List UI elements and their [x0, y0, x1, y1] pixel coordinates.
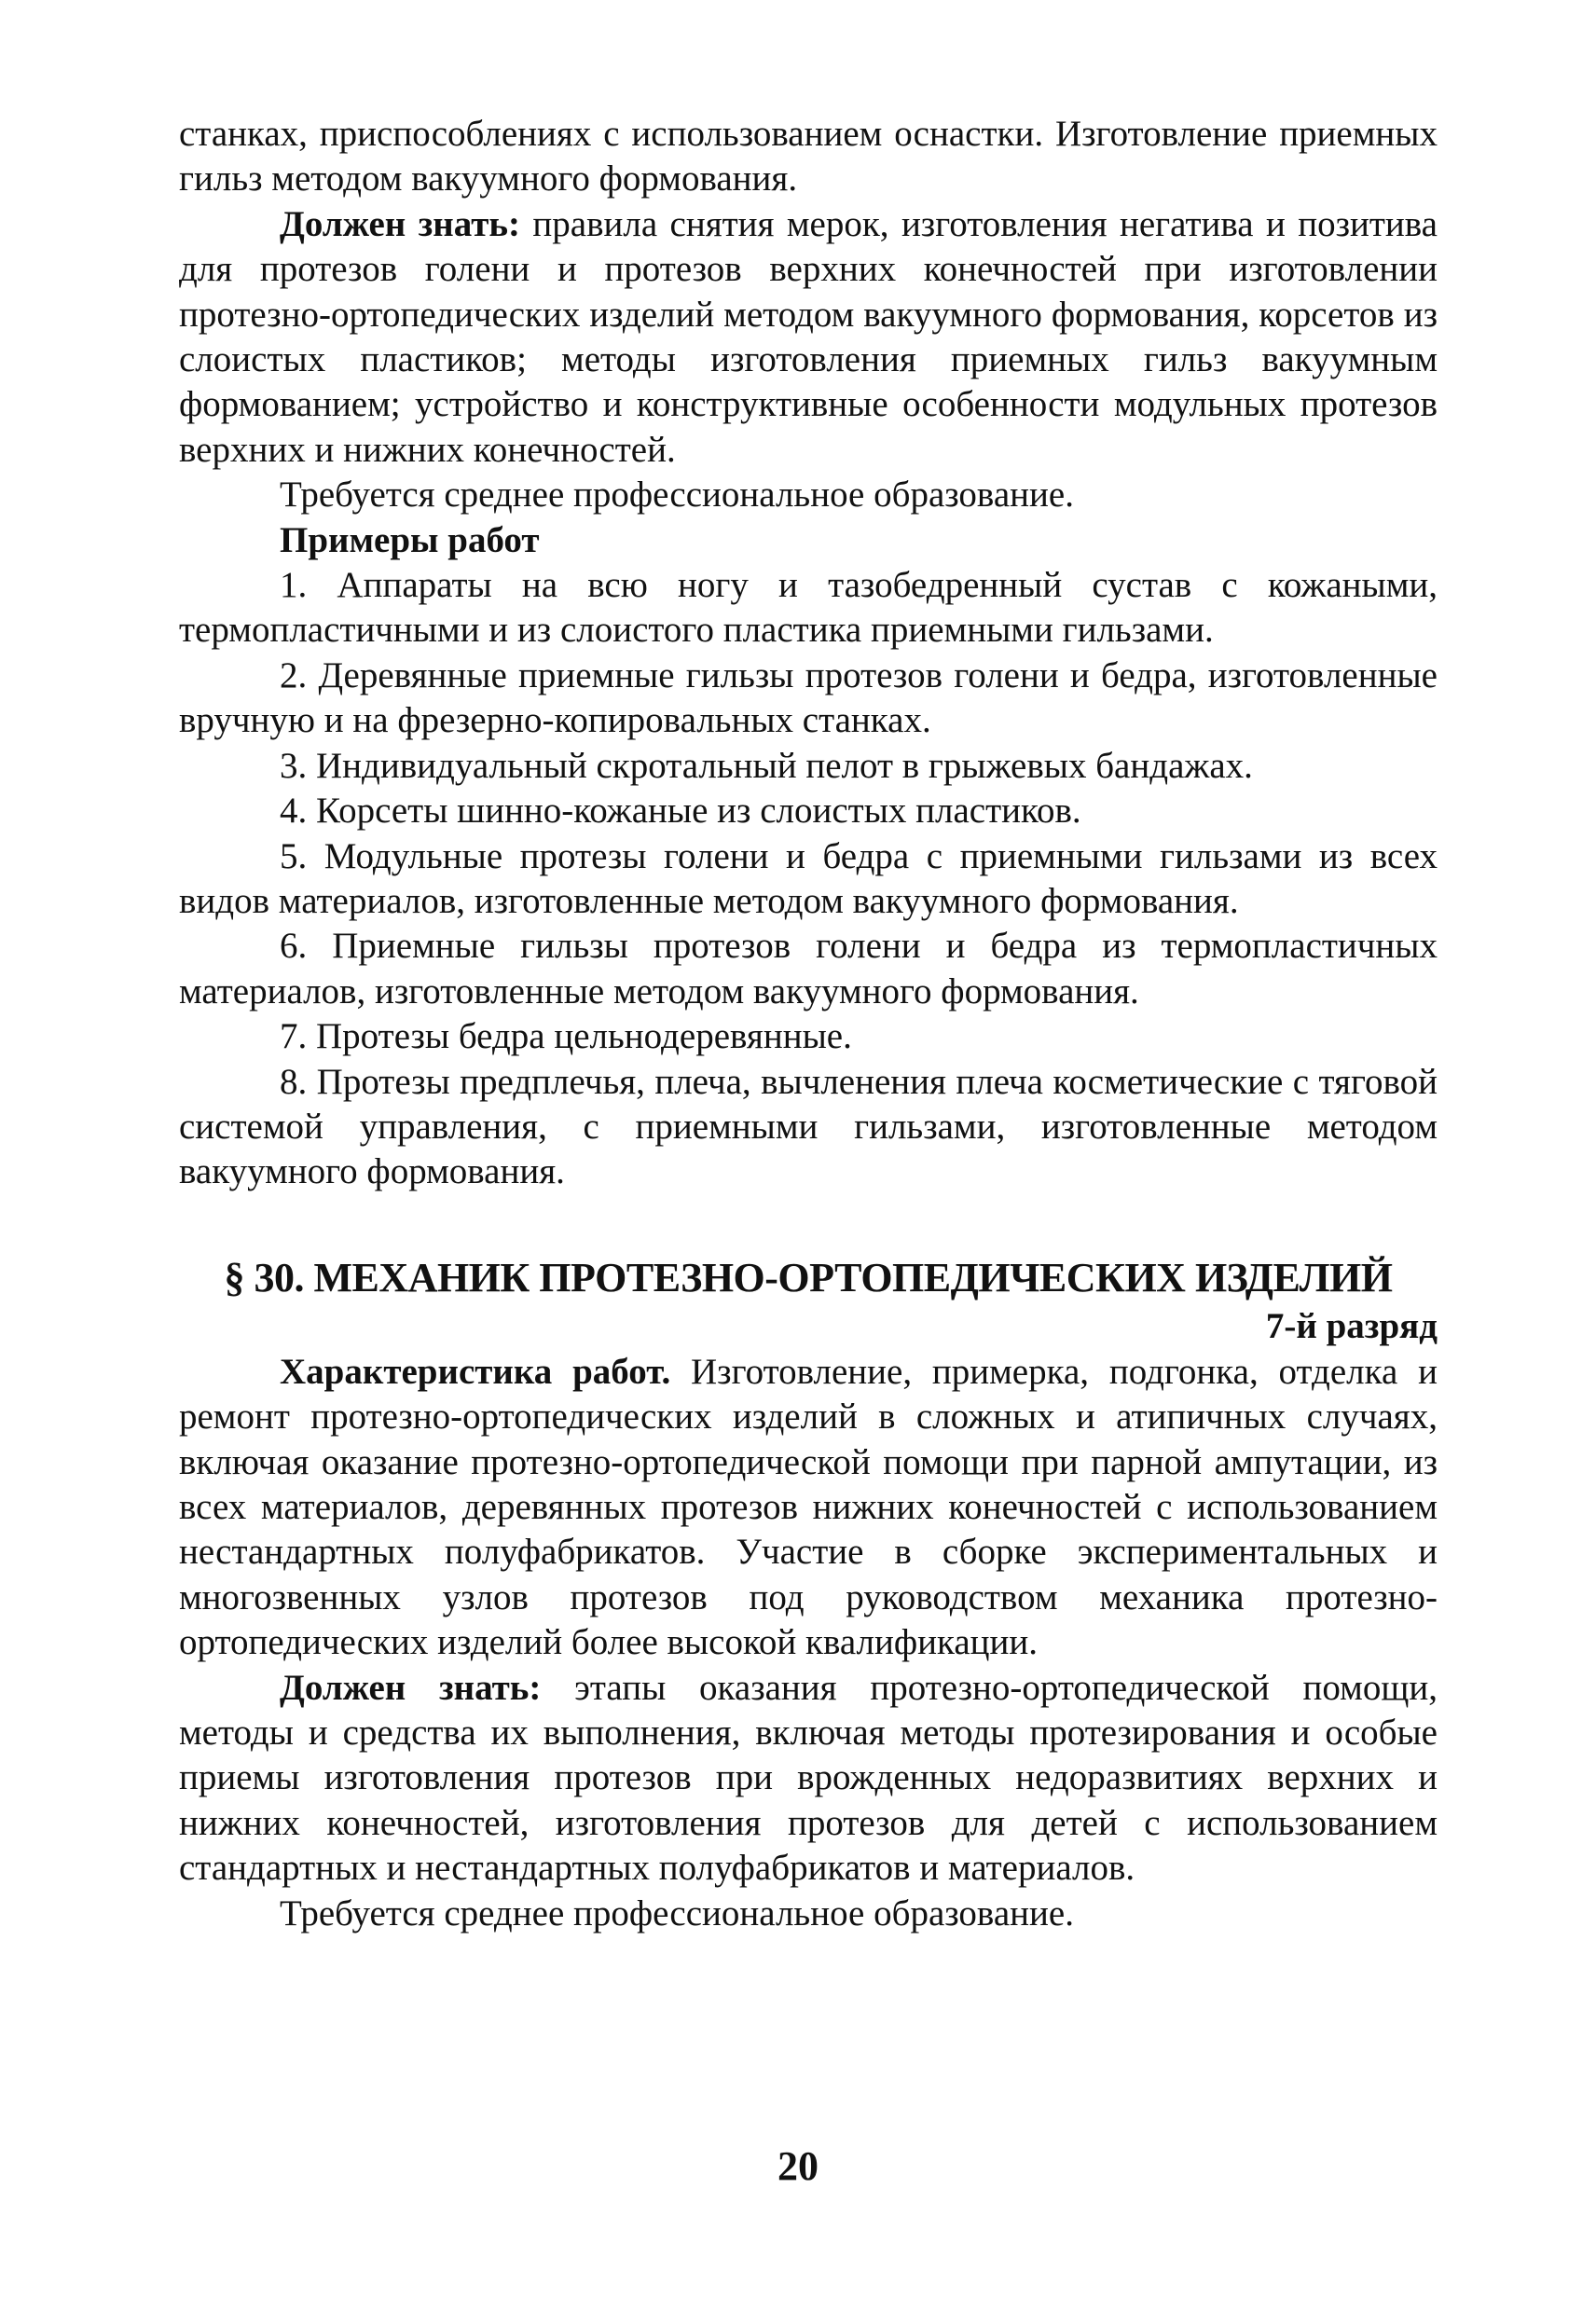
- characteristics-paragraph: [179, 1350, 1438, 1666]
- examples-list: [179, 563, 1438, 1195]
- characteristics-text: Изготовление, примерка, подгонка, отделка и ремонт протезно-ортопедических изделий в сложных и атипичных случаях, включая оказание протезно-ортопедической помощи при парной ампутации, из всех материалов, деревянных протезов нижних конечностей с использованием нестандартных полуфабрикатов. Участие в сборке экспериментальных и многозвенных узлов протезов под руководством механика протезно-ортопедических изделий более высокой квалификации.: [179, 1351, 1438, 1663]
- examples-block: [179, 518, 1438, 1195]
- list-item: 1. Аппараты на всю ногу и тазобедренный сустав с кожаными, термопластичными и из слоистого пластика приемными гильзами.: [179, 565, 1438, 651]
- characteristics-label: Характеристика работ.: [280, 1351, 671, 1392]
- list-item: 6. Приемные гильзы протезов голени и бедра из термопластичных материалов, изготовленные методом вакуумного формования.: [179, 926, 1438, 1012]
- section-education-requirement: Требуется среднее профессиональное образование.: [280, 1892, 1074, 1934]
- list-item: 2. Деревянные приемные гильзы протезов голени и бедра, изготовленные вручную и на фрезерно-копировальных станках.: [179, 654, 1438, 741]
- continuation-paragraph: станках, приспособлениях с использованием оснастки. Изготовление приемных гильз методом вакуумного формования.: [179, 114, 1438, 200]
- grade-label: 7-й разряд: [1265, 1305, 1438, 1346]
- list-item: 7. Протезы бедра цельнодеревянные.: [280, 1016, 852, 1057]
- section-block: [179, 1350, 1438, 1936]
- must-know-paragraph: [179, 202, 1438, 473]
- intro-block: [179, 112, 1438, 518]
- section-must-know-label: Должен знать:: [280, 1667, 542, 1708]
- section-must-know-paragraph: [179, 1666, 1438, 1892]
- page-number: 20: [777, 2143, 819, 2189]
- education-requirement: Требуется среднее профессиональное образование.: [280, 475, 1074, 516]
- section-must-know-text: этапы оказания протезно-ортопедической помощи, методы и средства их выполнения, включая методы протезирования и особые приемы изготовления протезов при врожденных недоразвитиях верхних и нижних конечностей, изготовления протезов для детей с использованием стандартных и нестандартных полуфабрикатов и материалов.: [179, 1667, 1438, 1889]
- list-item: 4. Корсеты шинно-кожаные из слоистых пластиков.: [280, 791, 1081, 832]
- list-item: 5. Модульные протезы голени и бедра с приемными гильзами из всех видов материалов, изготовленные методом вакуумного формования.: [179, 835, 1438, 921]
- must-know-text: правила снятия мерок, изготовления негатива и позитива для протезов голени и протезов верхних конечностей при изготовлении протезно-ортопедических изделий методом вакуумного формования, корсетов из слоистых пластиков; методы изготовления приемных гильз вакуумным формованием; устройство и конструктивные особенности модульных протезов верхних и нижних конечностей.: [179, 203, 1438, 470]
- section-title: § 30. МЕХАНИК ПРОТЕЗНО-ОРТОПЕДИЧЕСКИХ ИЗДЕЛИЙ: [224, 1254, 1393, 1300]
- must-know-label: Должен знать:: [280, 203, 521, 244]
- examples-heading: Примеры работ: [280, 519, 540, 560]
- page-content: [179, 112, 1438, 1936]
- list-item: 8. Протезы предплечья, плеча, вычленения плеча косметические с тяговой системой управления, с приемными гильзами, изготовленные методом вакуумного формования.: [179, 1061, 1438, 1192]
- list-item: 3. Индивидуальный скротальный пелот в грыжевых бандажах.: [280, 745, 1253, 786]
